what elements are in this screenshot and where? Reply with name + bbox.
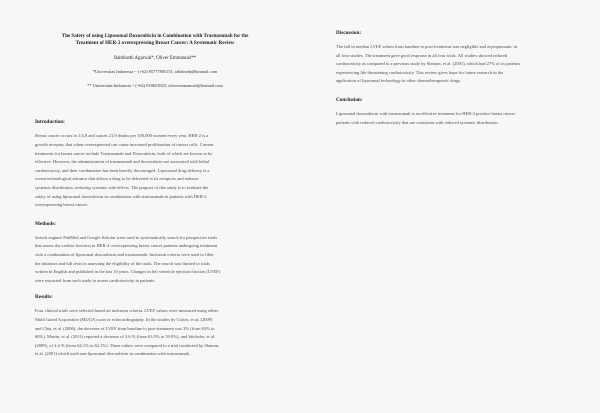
discussion-section	[336, 30, 574, 86]
text-line: Liposomal doxorubicin with trastuzumab is an effective treatment for HER-2 positive breast cancer	[336, 110, 516, 116]
affiliation-1: *Universitas Indonesia ~ (+62) 85777805151, rabbiseth@hotmail.com	[92, 69, 218, 75]
methods-section	[35, 221, 275, 286]
text-line: cardiotoxicity as compared to a previous study by Slamon, et al. (2001), which had 27% of its patients	[336, 61, 521, 67]
author-list: Rabbiseth Agarwal*, Oliver Emmanuel**	[113, 56, 197, 62]
affiliation-2: ** Universitas Indonesia ~ (+62) 818653925, oliveremmanuel@hotmail.com	[87, 83, 223, 89]
text-line: treatments for breast cancer include Trastuzumab and Doxorubicin, both of which are known to be	[35, 150, 213, 156]
title-line: Treatment of HER-2 overexpressing Breast Cancer: A Systematic Review	[75, 40, 235, 47]
text-line: Four clinical trials were selected based on inclusion criteria. LVEF values were measured using either	[35, 308, 219, 314]
text-line: 60%). Martin, et al. (2011) reported a decrease of 3.6 % (from 63.5% to 59.9%), and Stickeler, et al.	[35, 334, 216, 340]
right-column	[336, 30, 574, 127]
text-line: safety of using liposomal doxorubicin in combination with trastuzumab in patients with HER-2	[35, 193, 207, 199]
paper-title	[35, 33, 275, 47]
text-line: systemic distribution, reducing systemic side effects. The purpose of this study is to evaluate the	[35, 184, 209, 190]
text-line: The fall in median LVEF values from baseline to post-treatment was negligible and asymptomatic in	[336, 44, 518, 49]
text-line: the abstracts and full texts in assessing the eligibility of the trials. The search was limited to trials	[35, 260, 210, 266]
text-line: Multi Gated Acquisition (MUGA) scan or echocardiography. In the studies by Cortes, et al. (2009)	[35, 316, 213, 322]
text-line: Search engines PubMed and Google Scholar were used to systematically search for prospective trials	[35, 234, 218, 240]
methods-heading: Methods:	[35, 220, 57, 227]
text-line: et al. (2001) which used non-liposomal doxorubicin in combination with trastuzumab.	[35, 351, 190, 357]
left-column	[35, 30, 275, 359]
text-line: overexpressing breast cancer.	[35, 202, 88, 208]
discussion-heading: Discussion:	[336, 30, 362, 36]
text-line: effective. However, the administration of trastuzumab and doxorubicin are associated with lethal	[35, 159, 210, 165]
text-line: growth receptor, that when overexpressed can cause increased proliferation of cancer cells. Current	[35, 142, 214, 147]
introduction-heading: Introduction:	[35, 119, 65, 126]
text-line: patients with reduced cardiotoxicity that are consistent with reduced systemic distribution.	[336, 119, 499, 125]
title-line: The Safety of using Liposomal Doxorubicin in Combination with Trastuzumab for the	[61, 33, 249, 39]
introduction-section	[35, 119, 275, 209]
text-line: application of liposomal technology in other chemotherapeutic drugs.	[336, 78, 462, 84]
conclusion-heading: Conclusion:	[336, 96, 363, 103]
results-text	[35, 307, 275, 359]
text-line: recent technological advance that allows a drug to be delivered to its receptors and reduces	[35, 176, 199, 182]
text-line: written in English and published in the last 10 years. Changes in left ventricle ejection fraction (LVEF)	[35, 269, 221, 275]
conclusion-text	[336, 110, 574, 127]
text-line: with a combination of liposomal doxorubicin and trastuzumab. Inclusion criteria were used to filter	[35, 251, 214, 257]
text-line: that assess the cardiac function in HER-2 overexpressing breast cancer patients undergoing treatment	[35, 243, 218, 249]
text-line: Breast cancer occurs in 1/4.8 and causes 21.9 deaths per 100,000 women every year. HER-2 is a	[35, 133, 209, 139]
introduction-text	[35, 132, 275, 209]
text-line: all four studies. The treatment gave good response in all four trials. All studies showed reduced	[336, 52, 508, 58]
text-line: experiencing life threatening cardiotoxicity. This review gives hope for future research in the	[336, 69, 504, 75]
results-heading: Results:	[35, 294, 53, 301]
discussion-text	[336, 43, 574, 86]
conclusion-section	[336, 97, 574, 127]
methods-text	[35, 234, 275, 286]
text-line: were extracted from each study to assess cardiotoxicity in patients.	[35, 277, 156, 283]
results-section	[35, 294, 275, 359]
text-line: and Chia, et al. (2006), the decrease of LVEF from baseline to post-treatment was 3% (from 63% to	[35, 325, 215, 331]
text-line: cardiotoxicity, and their combination has been heavily discouraged. Liposomal drug delivery is a	[35, 167, 210, 173]
text-line: (2009), of 2.4 % (from 64.1% to 62.1%). These values were compared to a trial conducted by Slamon,	[35, 342, 220, 348]
